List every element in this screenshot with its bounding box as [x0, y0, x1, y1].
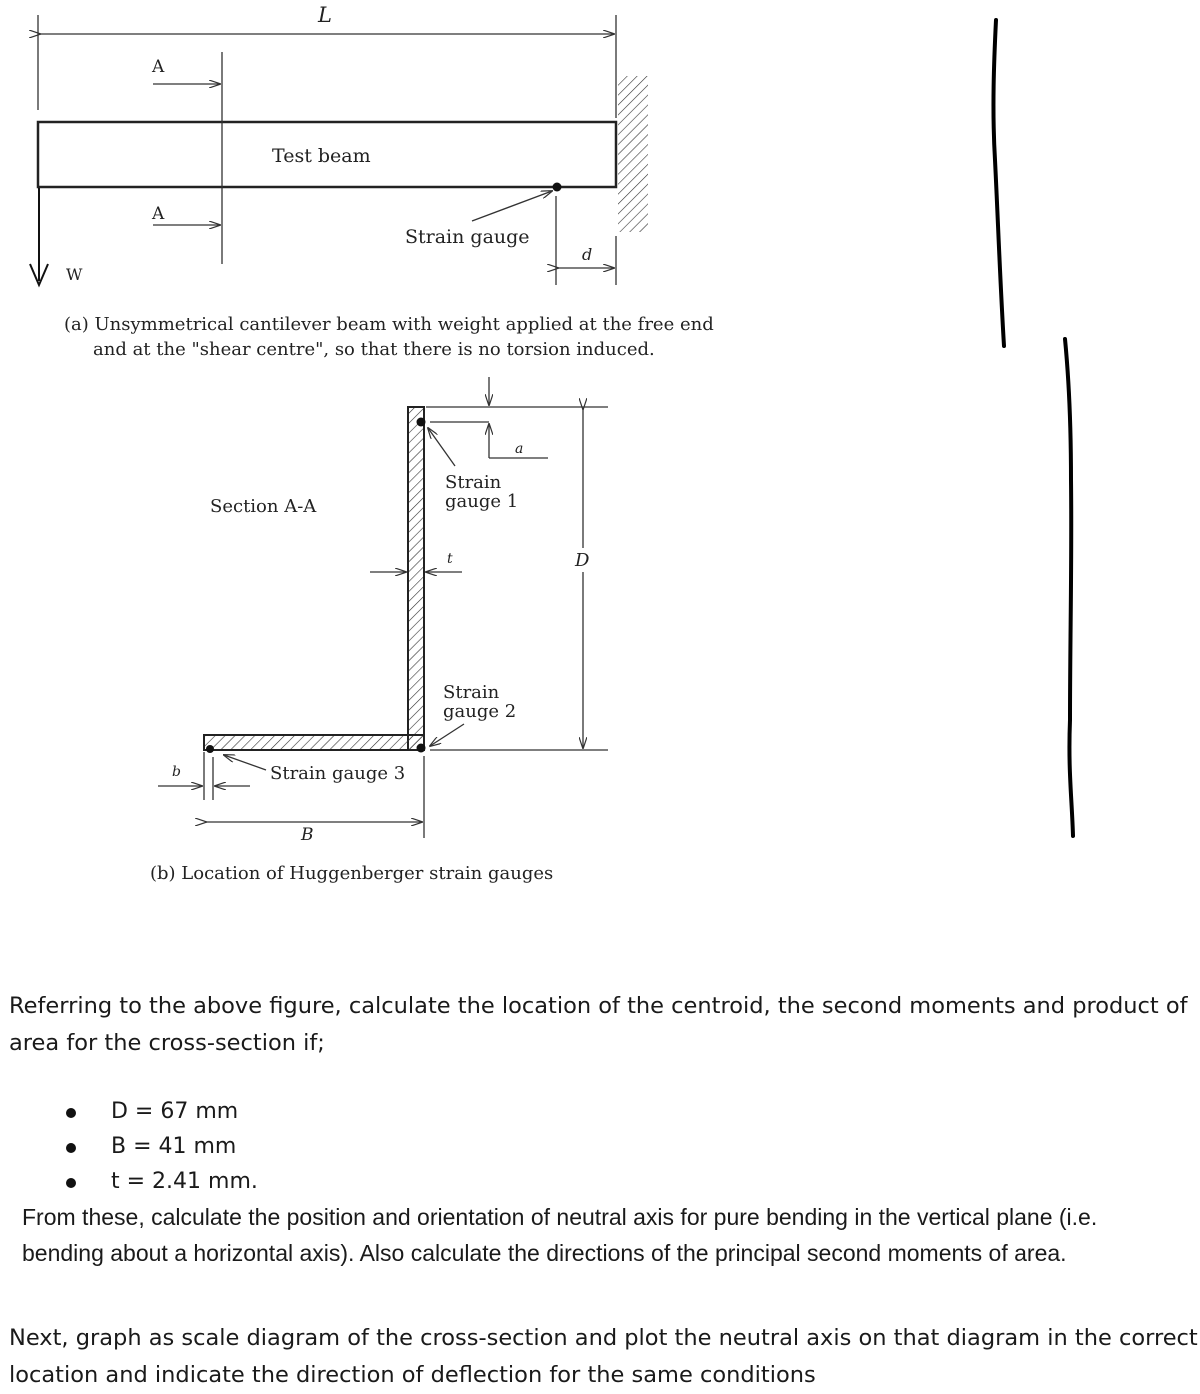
thickness-label-t: t — [447, 551, 453, 567]
width-label-B: B — [301, 825, 314, 845]
strain-gauge-3-label: Strain gauge 3 — [270, 763, 406, 784]
cross-section-view — [150, 377, 608, 884]
parameter-item: t = 2.41 mm. — [60, 1164, 258, 1199]
strain-gauge-1-label-line1: Strain — [445, 472, 502, 493]
caption-b: (b) Location of Huggenberger strain gauges — [150, 863, 554, 884]
question-graph-task: Next, graph as scale diagram of the cross-section and plot the neutral axis on that diagram in the correct location and indicate the direction of deflection for the same conditions — [9, 1325, 1198, 1388]
strain-gauge-3-point — [206, 745, 214, 753]
strain-gauge-point — [553, 183, 562, 192]
strain-gauge-1-point — [417, 418, 426, 427]
parameter-item: D = 67 mm — [60, 1094, 258, 1129]
parameter-list — [60, 1094, 258, 1199]
section-marker-a-bottom: A — [152, 204, 165, 224]
depth-label-D: D — [575, 550, 590, 571]
test-beam-label: Test beam — [272, 145, 371, 167]
section-flange — [204, 735, 424, 750]
caption-a-line2: and at the "shear centre", so that there is no torsion induced. — [93, 339, 655, 360]
length-label-L: L — [318, 3, 332, 27]
strain-gauge-2-label-line2: gauge 2 — [443, 701, 517, 722]
caption-a-line1: (a) Unsymmetrical cantilever beam with weight applied at the free end — [64, 314, 714, 335]
strain-gauge-1-label-line2: gauge 1 — [445, 491, 519, 512]
parameter-item: B = 41 mm — [60, 1129, 258, 1164]
gauge-offset-label-a: a — [515, 441, 524, 457]
cantilever-beam-view — [30, 3, 714, 360]
load-label-w: W — [66, 265, 83, 284]
fixed-wall — [618, 76, 648, 232]
handdrawn-stroke-2 — [1065, 339, 1073, 836]
gauge-offset-label-b: b — [172, 764, 181, 780]
section-marker-a-top: A — [152, 57, 165, 77]
strain-gauge-2-label-line1: Strain — [443, 682, 500, 703]
handdrawn-stroke-1 — [993, 20, 1004, 346]
question-intro: Referring to the above figure, calculate the location of the centroid, the second moments and product of area for the cross-section if; — [9, 993, 1188, 1056]
strain-gauge-2-point — [417, 744, 426, 753]
section-web — [408, 407, 424, 750]
strain-gauge-label: Strain gauge — [405, 226, 530, 248]
section-aa-label: Section A-A — [210, 496, 317, 517]
offset-label-d: d — [582, 245, 593, 264]
question-task: From these, calculate the position and orientation of neutral axis for pure bending in the vertical plane (i.e. bending about a horizontal axis). Also calculate the directions of the principal second moments of area. — [22, 1204, 1098, 1266]
